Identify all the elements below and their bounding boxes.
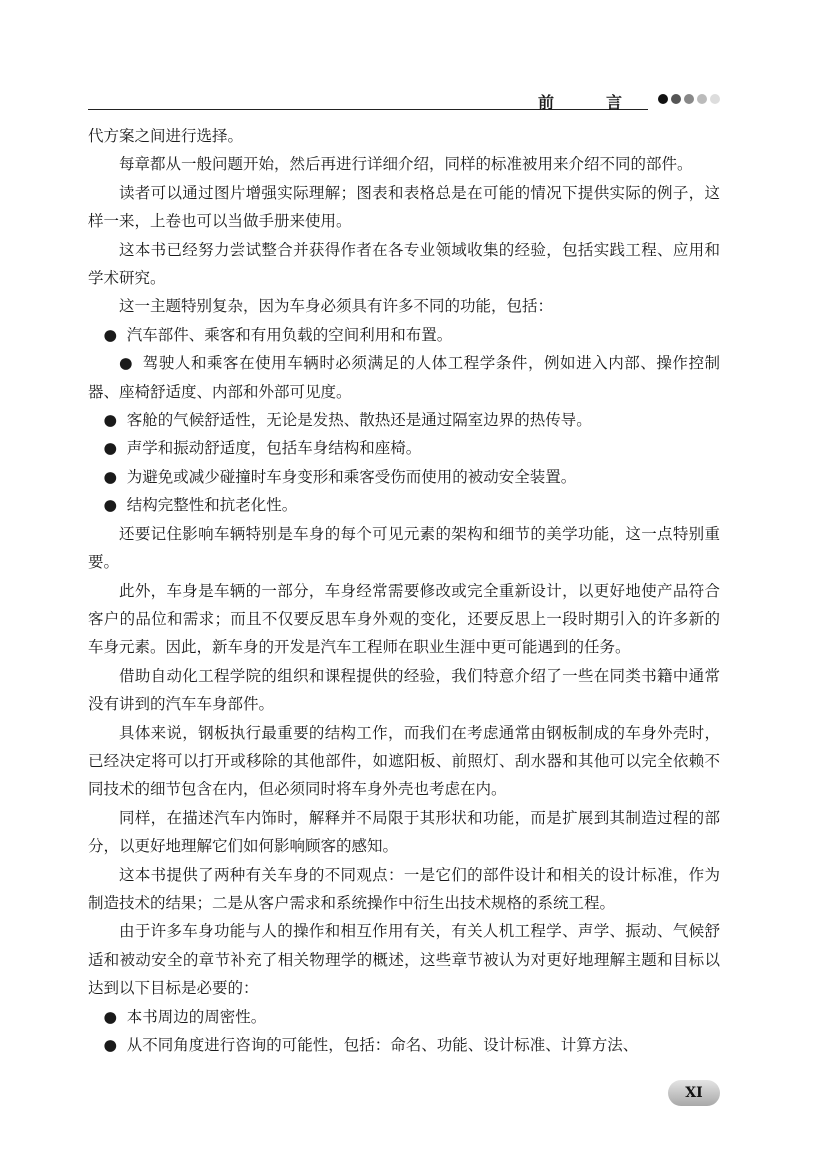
bullet-text: 为避免或减少碰撞时车身变形和乘客受伤而使用的被动安全装置。 xyxy=(126,467,577,486)
body-text xyxy=(88,122,720,1059)
paragraph: 代方案之间进行选择。 xyxy=(88,127,244,145)
bullet-icon: ● xyxy=(103,411,118,430)
bullet-item xyxy=(88,1031,720,1059)
paragraph: 这本书提供了两种有关车身的不同观点：一是它们的部件设计和相关的设计标准，作为制造技术的结果；二是从客户需求和系统操作中衍生出技术规格的系统工程。 xyxy=(88,865,720,912)
paragraph: 同样，在描述汽车内饰时，解释并不局限于其形状和功能，而是扩展到其制造过程的部分，以更好地理解它们如何影响顾客的感知。 xyxy=(88,808,720,856)
dot-icon xyxy=(671,94,681,104)
bullet-text: 驾驶人和乘客在使用车辆时必须满足的人体工程学条件，例如进入内部、操作控制器、座椅舒适度、内部和外部可见度。 xyxy=(88,354,720,401)
paragraph: 此外，车身是车辆的一部分，车身经常需要修改或完全重新设计，以更好地使产品符合客户的品位和需求；而且不仅要反思车身外观的变化，还要反思上一段时期引入的许多新的车身元素。因此，新车身的开发是汽车工程师在职业生涯中更可能遇到的任务。 xyxy=(88,581,720,657)
header-dots-decoration xyxy=(658,94,720,104)
paragraph: 还要记住影响车辆特别是车身的每个可见元素的架构和细节的美学功能，这一点特别重要。 xyxy=(88,524,720,572)
bullet-icon: ● xyxy=(103,325,118,344)
dot-icon xyxy=(697,94,707,104)
bullet-item xyxy=(88,434,720,462)
paragraph: 具体来说，钢板执行最重要的结构工作，而我们在考虑通常由钢板制成的车身外壳时，已经决定将可以打开或移除的其他部件，如遮阳板、前照灯、刮水器和其他可以完全依赖不同技术的细节包含在内，但必须同时将车身外壳也考虑在内。 xyxy=(88,723,720,799)
bullet-item xyxy=(88,1003,720,1031)
paragraph: 每章都从一般问题开始，然后再进行详细介绍，同样的标准被用来介绍不同的部件。 xyxy=(119,155,693,174)
bullet-text: 本书周边的周密性。 xyxy=(126,1007,267,1026)
bullet-item xyxy=(88,463,720,491)
paragraph: 由于许多车身功能与人的操作和相互作用有关，有关人机工程学、声学、振动、气候舒适和被动安全的章节补充了相关物理学的概述，这些章节被认为对更好地理解主题和目标以达到以下目标是必要的： xyxy=(88,922,720,998)
bullet-item xyxy=(88,491,720,519)
bullet-icon: ● xyxy=(119,354,133,373)
paragraph: 读者可以通过图片增强实际理解；图表和表格总是在可能的情况下提供实际的例子，这样一来，上卷也可以当做手册来使用。 xyxy=(88,183,720,231)
bullet-icon: ● xyxy=(103,496,118,515)
bullet-icon: ● xyxy=(103,439,118,458)
bullet-text: 结构完整性和抗老化性。 xyxy=(126,496,298,515)
dot-icon xyxy=(710,94,720,104)
bullet-text: 客舱的气候舒适性，无论是发热、散热还是通过隔室边界的热传导。 xyxy=(126,411,592,430)
page-number: XI xyxy=(685,1085,703,1101)
bullet-icon: ● xyxy=(103,1036,118,1054)
bullet-item xyxy=(88,349,720,406)
page-number-badge xyxy=(668,1080,720,1106)
dot-icon xyxy=(684,94,694,104)
bullet-text: 从不同角度进行咨询的可能性，包括：命名、功能、设计标准、计算方法、 xyxy=(126,1036,639,1054)
bullet-text: 声学和振动舒适度，包括车身结构和座椅。 xyxy=(126,439,422,458)
paragraph: 借助自动化工程学院的组织和课程提供的经验，我们特意介绍了一些在同类书籍中通常没有讲到的汽车车身部件。 xyxy=(88,666,720,714)
paragraph: 这本书已经努力尝试整合并获得作者在各专业领域收集的经验，包括实践工程、应用和学术研究。 xyxy=(88,240,720,288)
bullet-item xyxy=(88,321,720,349)
header-title: 前 言 xyxy=(537,93,640,112)
bullet-icon: ● xyxy=(103,467,118,486)
paragraph: 这一主题特别复杂，因为车身必须具有许多不同的功能，包括： xyxy=(119,297,554,316)
bullet-text: 汽车部件、乘客和有用负载的空间利用和布置。 xyxy=(126,325,453,344)
bullet-item xyxy=(88,406,720,434)
bullet-icon: ● xyxy=(103,1007,118,1026)
dot-icon xyxy=(658,94,668,104)
running-header xyxy=(88,88,720,114)
